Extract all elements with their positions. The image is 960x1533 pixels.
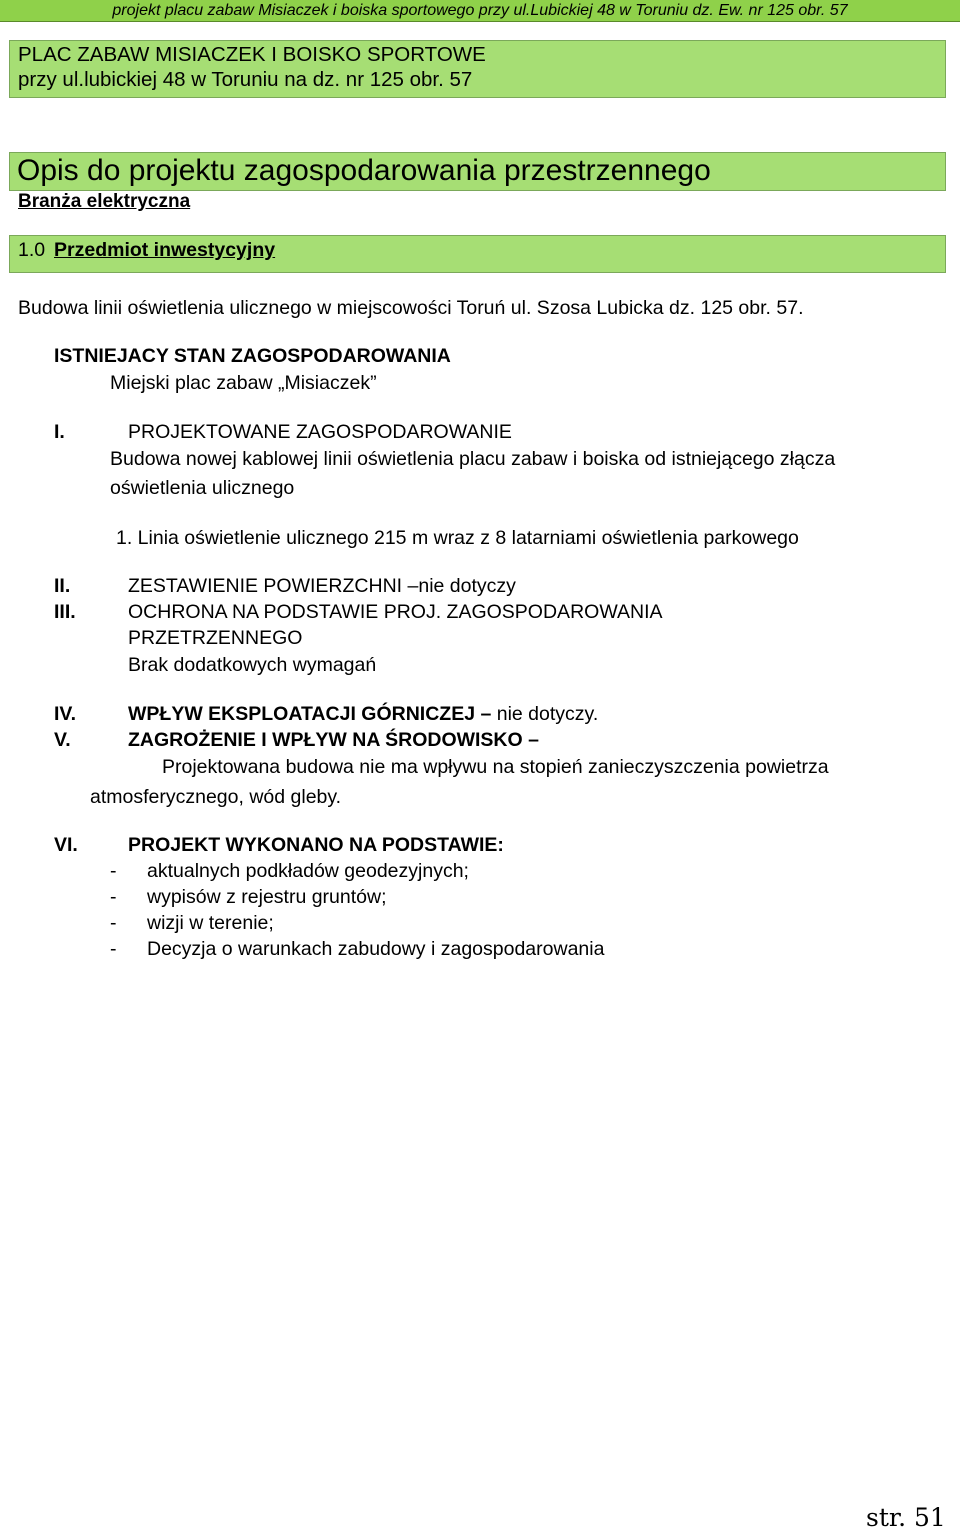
section-1-text: Budowa linii oświetlenia ulicznego w miejscowości Toruń ul. Szosa Lubicka dz. 125 obr. 57. — [18, 297, 804, 319]
section-VI-title: PROJEKT WYKONANO NA PODSTAWIE: — [128, 834, 504, 856]
existing-title: ISTNIEJACY STAN ZAGOSPODAROWANIA — [54, 345, 451, 367]
section-V-line-2: atmosferycznego, wód gleby. — [90, 786, 342, 808]
list-item: wypisów z rejestru gruntów; — [147, 886, 387, 908]
section-III-number: III. — [54, 601, 76, 623]
section-I-title: PROJEKTOWANE ZAGOSPODAROWANIE — [128, 421, 512, 443]
list-item: aktualnych podkładów geodezyjnych; — [147, 860, 469, 882]
section-II-suffix: –nie dotyczy — [407, 575, 516, 597]
section-IV-number: IV. — [54, 703, 77, 725]
section-1-title: Przedmiot inwestycyjny — [54, 239, 276, 261]
list-item: wizji w terenie; — [147, 912, 274, 934]
section-III-text: Brak dodatkowych wymagań — [128, 654, 377, 676]
section-II-line — [128, 574, 516, 598]
section-V-number: V. — [54, 729, 71, 751]
section-IV-line — [128, 702, 598, 726]
section-1-number: 1.0 — [18, 239, 46, 261]
list-bullet: - — [110, 938, 117, 960]
page-number: str. 51 — [866, 1503, 946, 1532]
title-line-1: PLAC ZABAW MISIACZEK I BOISKO SPORTOWE — [18, 43, 486, 66]
page-header: projekt placu zabaw Misiaczek i boiska sportowego przy ul.Lubickiej 48 w Toruniu dz. Ew. nr 125 obr. 57 — [0, 0, 960, 22]
list-item: Decyzja o warunkach zabudowy i zagospodarowania — [147, 938, 605, 960]
section-II-title: ZESTAWIENIE POWIERZCHNI — [128, 575, 408, 597]
section-IV-suffix: nie dotyczy. — [491, 703, 599, 725]
section-VI-number: VI. — [54, 834, 78, 856]
section-I-line-2: oświetlenia ulicznego — [110, 477, 295, 499]
list-bullet: - — [110, 886, 117, 908]
section-IV-title: WPŁYW EKSPLOATACJI GÓRNICZEJ – — [128, 703, 492, 725]
title-line-2: przy ul.lubickiej 48 w Toruniu na dz. nr 125 obr. 57 — [18, 68, 473, 91]
section-I-item-1: 1. Linia oświetlenie ulicznego 215 m wraz z 8 latarniami oświetlenia parkowego — [116, 527, 799, 549]
existing-text: Miejski plac zabaw „Misiaczek” — [110, 372, 377, 394]
section-II-number: II. — [54, 575, 71, 597]
section-V-title: ZAGROŻENIE I WPŁYW NA ŚRODOWISKO – — [128, 729, 539, 751]
list-bullet: - — [110, 912, 117, 934]
section-I-number: I. — [54, 421, 65, 443]
section-I-line-1: Budowa nowej kablowej linii oświetlenia placu zabaw i boiska od istniejącego złącza — [110, 448, 836, 470]
section-V-line-1: Projektowana budowa nie ma wpływu na stopień zanieczyszczenia powietrza — [162, 756, 829, 778]
section-III-title-1: OCHRONA NA PODSTAWIE PROJ. ZAGOSPODAROWANIA — [128, 601, 663, 623]
main-heading: Opis do projektu zagospodarowania przestrzennego — [17, 154, 711, 187]
sub-heading: Branża elektryczna — [18, 191, 191, 212]
list-bullet: - — [110, 860, 117, 882]
section-III-title-2: PRZETRZENNEGO — [128, 627, 303, 649]
